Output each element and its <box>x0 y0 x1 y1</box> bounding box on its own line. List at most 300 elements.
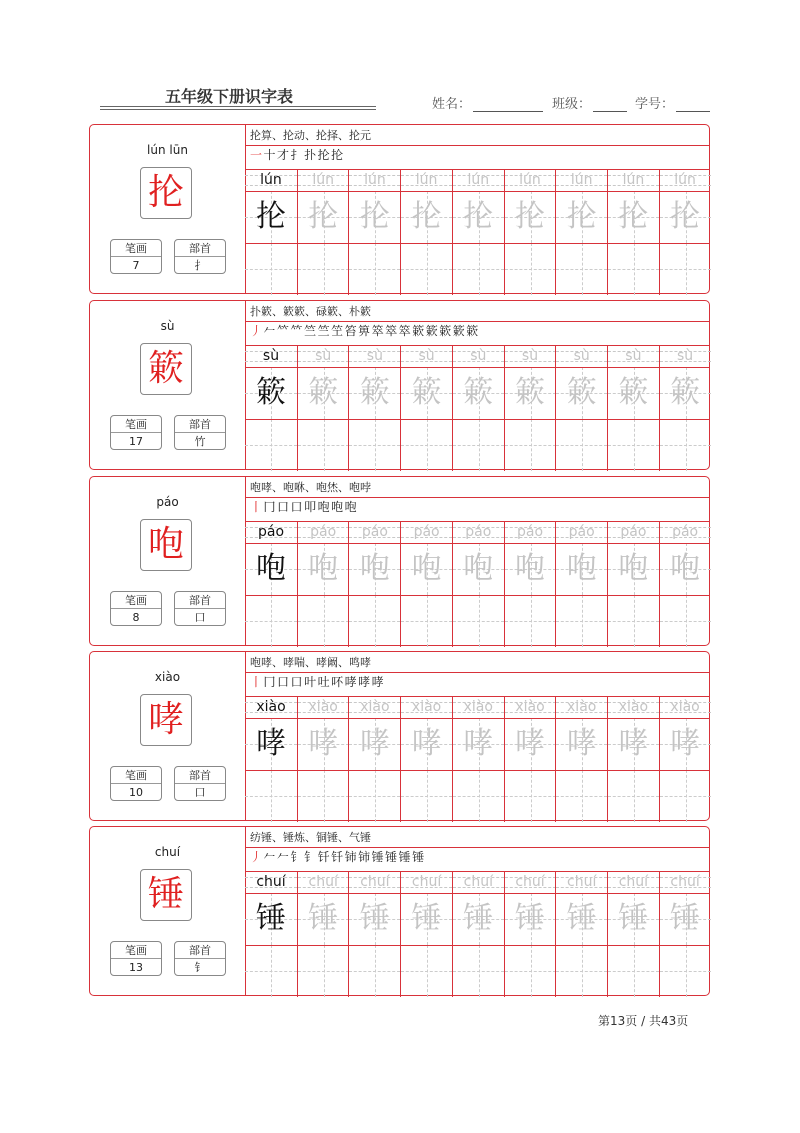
stroke-step: 扑 <box>304 148 317 162</box>
pinyin-text: lún <box>467 172 490 188</box>
stroke-order <box>250 322 480 339</box>
practice-char: 咆 <box>463 551 494 586</box>
stroke-step: 箤 <box>398 324 412 338</box>
main-char: 锤 <box>140 869 192 921</box>
practice-char: 簌 <box>308 375 339 410</box>
char-practice-cell <box>452 893 504 945</box>
pinyin-practice-cell <box>607 170 659 191</box>
char-card <box>89 300 710 470</box>
stroke-count-label: 笔画 <box>111 416 161 433</box>
stroke-step: 咆 <box>331 500 344 514</box>
stroke-step: 扌 <box>290 148 304 162</box>
main-char: 簌 <box>140 343 192 395</box>
char-practice-cell <box>607 718 659 770</box>
main-char: 哮 <box>140 694 192 746</box>
stroke-step: 冂 <box>263 675 277 689</box>
blank-practice-cell[interactable] <box>607 945 659 997</box>
practice-char: 哮 <box>463 726 494 761</box>
stroke-step: 叶 <box>304 675 317 689</box>
char-practice-cell <box>555 543 607 595</box>
char-info-panel <box>90 827 246 995</box>
pinyin-practice-cell <box>555 872 607 893</box>
char-practice-cell <box>245 367 297 419</box>
stroke-step: 𠂉 <box>263 850 277 864</box>
pinyin-text: chuí <box>567 874 597 890</box>
pinyin-practice-cell <box>504 522 556 543</box>
pinyin-practice-cell <box>297 697 349 718</box>
radical-box <box>174 415 226 450</box>
char-practice-cell <box>659 543 711 595</box>
pinyin-practice-cell <box>504 170 556 191</box>
stroke-step: 铈 <box>344 850 358 864</box>
stroke-step: 吐 <box>317 675 331 689</box>
stroke-count-box <box>110 591 162 626</box>
stroke-count-box <box>110 766 162 801</box>
blank-practice-cell[interactable] <box>607 419 659 471</box>
char-practice-cell <box>297 543 349 595</box>
blank-practice-cell[interactable] <box>659 243 711 295</box>
blank-practice-cell[interactable] <box>452 243 504 295</box>
pinyin-text: sù <box>470 348 487 364</box>
stroke-step: 钎 <box>317 850 331 864</box>
pinyin-practice-cell <box>348 346 400 367</box>
blank-practice-cell[interactable] <box>348 595 400 647</box>
pinyin-text: chuí <box>256 874 286 890</box>
row-divider <box>245 945 709 946</box>
stroke-step: 咆 <box>344 500 358 514</box>
pinyin-text: páo <box>568 524 595 540</box>
stroke-order <box>250 498 358 515</box>
char-practice-cell <box>504 718 556 770</box>
blank-practice-cell[interactable] <box>504 243 556 295</box>
radical-label: 部首 <box>175 240 225 257</box>
practice-char: 锤 <box>566 901 597 936</box>
blank-practice-cell[interactable] <box>400 945 452 997</box>
stroke-step: 哮 <box>358 675 371 689</box>
stroke-step: 哮 <box>344 675 358 689</box>
practice-char: 哮 <box>308 726 339 761</box>
row-divider <box>245 595 709 596</box>
pinyin-text: lún <box>674 172 696 188</box>
pinyin-practice-cell <box>452 697 504 718</box>
char-practice-cell <box>297 191 349 243</box>
class-field[interactable] <box>552 93 627 112</box>
stroke-count-label: 笔画 <box>111 240 161 257</box>
example-words: 扑簌、簌簌、碌簌、朴簌 <box>250 305 371 318</box>
practice-char: 簌 <box>256 375 286 410</box>
blank-practice-cell[interactable] <box>245 945 297 997</box>
pinyin-practice-cell <box>659 522 711 543</box>
char-practice-cell <box>348 367 400 419</box>
char-pinyin: xiào <box>154 670 181 684</box>
pinyin-practice-cell <box>555 522 607 543</box>
practice-char: 哮 <box>618 726 649 761</box>
stroke-step: 十 <box>263 148 277 162</box>
blank-practice-cell[interactable] <box>452 770 504 822</box>
char-practice-cell <box>245 718 297 770</box>
pinyin-practice-cell <box>607 697 659 718</box>
pinyin-practice-cell <box>348 872 400 893</box>
practice-char: 抡 <box>359 199 390 234</box>
pinyin-text: lún <box>622 172 645 188</box>
radical-label: 部首 <box>175 416 225 433</box>
char-practice-cell <box>400 191 452 243</box>
radical-value: 竹 <box>194 435 206 448</box>
main-char: 咆 <box>140 519 192 571</box>
char-practice-cell <box>297 367 349 419</box>
stroke-step: 抡 <box>331 148 344 162</box>
radical-label: 部首 <box>175 942 225 959</box>
stroke-count-value: 17 <box>129 435 143 448</box>
stroke-step: 笁 <box>331 324 344 338</box>
practice-char: 抡 <box>618 199 649 234</box>
stroke-step: 竺 <box>304 324 317 338</box>
stroke-step: 簌 <box>425 324 439 338</box>
stroke-step: 箅 <box>358 324 371 338</box>
blank-practice-cell[interactable] <box>555 243 607 295</box>
name-field[interactable] <box>432 93 543 112</box>
pinyin-text: chuí <box>360 874 390 890</box>
pinyin-practice-cell <box>400 346 452 367</box>
blank-practice-cell[interactable] <box>504 945 556 997</box>
pinyin-text: sù <box>573 348 590 364</box>
blank-practice-cell[interactable] <box>297 243 349 295</box>
practice-char: 抡 <box>308 199 339 234</box>
stroke-step: 锤 <box>371 850 385 864</box>
blank-practice-cell[interactable] <box>659 945 711 997</box>
char-card <box>89 124 710 294</box>
stroke-step: 锤 <box>398 850 412 864</box>
practice-char: 抡 <box>515 199 545 234</box>
stroke-step: 钅 <box>290 850 304 864</box>
char-practice-cell <box>504 543 556 595</box>
pinyin-text: xiào <box>670 699 700 715</box>
blank-practice-cell[interactable] <box>297 945 349 997</box>
pinyin-practice-cell <box>607 346 659 367</box>
radical-box <box>174 941 226 976</box>
stroke-step: 口 <box>290 500 304 514</box>
stroke-order <box>250 146 345 163</box>
blank-practice-cell[interactable] <box>400 243 452 295</box>
main-char: 抡 <box>140 167 192 219</box>
pinyin-text: chuí <box>308 874 338 890</box>
practice-char: 锤 <box>308 901 339 936</box>
pinyin-practice-cell <box>607 522 659 543</box>
pinyin-text: sù <box>366 348 383 364</box>
practice-char: 咆 <box>256 551 286 586</box>
pinyin-text: sù <box>315 348 332 364</box>
char-practice-cell <box>348 543 400 595</box>
char-practice-cell <box>555 191 607 243</box>
pinyin-practice-cell <box>555 346 607 367</box>
char-practice-cell <box>659 191 711 243</box>
pinyin-practice-cell <box>555 697 607 718</box>
pinyin-text: sù <box>677 348 694 364</box>
char-practice-cell <box>607 191 659 243</box>
radical-box <box>174 591 226 626</box>
practice-char: 簌 <box>618 375 649 410</box>
char-practice-cell <box>348 191 400 243</box>
blank-practice-cell[interactable] <box>400 595 452 647</box>
radical-value: 钅 <box>194 961 206 974</box>
row-divider <box>245 718 709 719</box>
blank-practice-cell[interactable] <box>297 419 349 471</box>
pinyin-text: xiào <box>618 699 649 715</box>
char-practice-cell <box>607 893 659 945</box>
practice-char: 咆 <box>411 551 442 586</box>
stroke-step: 冂 <box>263 500 277 514</box>
stroke-step: 丿 <box>250 324 263 338</box>
practice-char: 咆 <box>308 551 339 586</box>
example-words: 纺锤、锤炼、铜锤、气锤 <box>250 831 371 844</box>
stroke-step: 咆 <box>317 500 331 514</box>
pinyin-text: chuí <box>618 874 649 890</box>
char-card <box>89 826 710 996</box>
char-practice-cell <box>607 367 659 419</box>
pinyin-text: xiào <box>308 699 338 715</box>
blank-practice-cell[interactable] <box>245 419 297 471</box>
blank-practice-cell[interactable] <box>504 419 556 471</box>
blank-practice-cell[interactable] <box>659 770 711 822</box>
pinyin-text: chuí <box>670 874 700 890</box>
blank-practice-cell[interactable] <box>555 945 607 997</box>
stroke-step: 一 <box>250 148 263 162</box>
pinyin-practice-cell <box>659 346 711 367</box>
page-number: 第13页 / 共43页 <box>598 1014 689 1028</box>
blank-practice-cell[interactable] <box>297 595 349 647</box>
practice-char: 抡 <box>256 199 286 234</box>
practice-char: 抡 <box>463 199 494 234</box>
stroke-step: 𥫗 <box>277 324 290 338</box>
pinyin-text: chuí <box>411 874 442 890</box>
blank-practice-cell[interactable] <box>452 419 504 471</box>
char-practice-cell <box>297 893 349 945</box>
char-card <box>89 476 710 646</box>
char-pinyin: sù <box>160 319 175 333</box>
pinyin-text: xiào <box>360 699 390 715</box>
char-practice-cell <box>400 543 452 595</box>
blank-practice-cell[interactable] <box>607 243 659 295</box>
char-practice-cell <box>555 367 607 419</box>
row-divider <box>245 543 709 544</box>
radical-value: 扌 <box>194 259 206 272</box>
blank-practice-cell[interactable] <box>504 595 556 647</box>
char-practice-cell <box>659 367 711 419</box>
row-divider <box>245 367 709 368</box>
pinyin-text: páo <box>672 524 699 540</box>
blank-practice-cell[interactable] <box>245 243 297 295</box>
pinyin-practice-cell <box>348 697 400 718</box>
pinyin-text: páo <box>465 524 492 540</box>
practice-char: 哮 <box>256 726 286 761</box>
stroke-step: 铈 <box>358 850 371 864</box>
blank-practice-cell[interactable] <box>400 770 452 822</box>
practice-char: 锤 <box>411 901 442 936</box>
pinyin-text: xiào <box>411 699 442 715</box>
id-field[interactable] <box>635 93 710 112</box>
pinyin-text: lún <box>312 172 334 188</box>
stroke-step: 簌 <box>466 324 479 338</box>
blank-practice-cell[interactable] <box>659 419 711 471</box>
radical-label: 部首 <box>175 767 225 784</box>
pinyin-text: xiào <box>567 699 597 715</box>
char-info-panel <box>90 652 246 820</box>
blank-practice-cell[interactable] <box>348 243 400 295</box>
char-pinyin: páo <box>156 495 179 509</box>
char-practice-cell <box>659 718 711 770</box>
name-label: 姓名： <box>432 97 472 112</box>
practice-char: 哮 <box>515 726 545 761</box>
pinyin-practice-cell <box>245 522 297 543</box>
pinyin-text: páo <box>257 524 285 540</box>
blank-practice-cell[interactable] <box>452 945 504 997</box>
practice-char: 簌 <box>359 375 390 410</box>
pinyin-text: páo <box>361 524 388 540</box>
stroke-count-box <box>110 415 162 450</box>
blank-practice-cell[interactable] <box>245 770 297 822</box>
blank-practice-cell[interactable] <box>297 770 349 822</box>
stroke-step: 簌 <box>439 324 452 338</box>
stroke-step: 哮 <box>371 675 385 689</box>
practice-char: 哮 <box>670 726 701 761</box>
stroke-step: 叩 <box>304 500 317 514</box>
stroke-step: 𥫗 <box>290 324 304 338</box>
char-info-panel <box>90 125 246 293</box>
blank-practice-cell[interactable] <box>607 595 659 647</box>
pinyin-practice-cell <box>297 522 349 543</box>
char-practice-cell <box>659 893 711 945</box>
blank-practice-cell[interactable] <box>348 770 400 822</box>
stroke-step: 口 <box>290 675 304 689</box>
char-practice-cell <box>400 367 452 419</box>
practice-char: 咆 <box>515 551 545 586</box>
char-practice-cell <box>400 718 452 770</box>
stroke-count-box <box>110 239 162 274</box>
blank-practice-cell[interactable] <box>555 770 607 822</box>
pinyin-text: sù <box>625 348 642 364</box>
radical-value: 口 <box>194 786 206 799</box>
blank-practice-cell[interactable] <box>607 770 659 822</box>
practice-char: 锤 <box>515 901 545 936</box>
stroke-count-box <box>110 941 162 976</box>
blank-practice-cell[interactable] <box>504 770 556 822</box>
char-pinyin: chuí <box>154 845 181 859</box>
practice-char: 咆 <box>670 551 701 586</box>
practice-char: 抡 <box>411 199 442 234</box>
practice-char: 簌 <box>463 375 494 410</box>
id-label: 学号： <box>635 97 675 112</box>
char-pinyin: lún lūn <box>147 143 188 157</box>
char-practice-cell <box>452 367 504 419</box>
practice-char: 锤 <box>618 901 649 936</box>
row-divider <box>245 419 709 420</box>
pinyin-practice-cell <box>400 170 452 191</box>
practice-char: 锤 <box>463 901 494 936</box>
stroke-count-label: 笔画 <box>111 592 161 609</box>
pinyin-practice-cell <box>348 170 400 191</box>
pinyin-practice-cell <box>400 697 452 718</box>
stroke-count-label: 笔画 <box>111 942 161 959</box>
char-practice-cell <box>452 543 504 595</box>
blank-practice-cell[interactable] <box>659 595 711 647</box>
stroke-step: 抡 <box>317 148 331 162</box>
char-practice-cell <box>245 543 297 595</box>
pinyin-text: lún <box>570 172 593 188</box>
example-words: 咆哮、咆咻、咆烋、咆哱 <box>250 481 371 494</box>
pinyin-practice-cell <box>245 697 297 718</box>
blank-practice-cell[interactable] <box>555 595 607 647</box>
stroke-step: 锤 <box>412 850 425 864</box>
blank-practice-cell[interactable] <box>555 419 607 471</box>
char-practice-cell <box>504 191 556 243</box>
char-practice-cell <box>504 893 556 945</box>
pinyin-practice-cell <box>607 872 659 893</box>
practice-char: 哮 <box>566 726 597 761</box>
pinyin-text: páo <box>516 524 544 540</box>
stroke-count-label: 笔画 <box>111 767 161 784</box>
blank-practice-cell[interactable] <box>245 595 297 647</box>
pinyin-practice-cell <box>245 170 297 191</box>
stroke-step: 钅 <box>304 850 317 864</box>
stroke-step: 竺 <box>317 324 331 338</box>
pinyin-practice-cell <box>297 346 349 367</box>
radical-value: 口 <box>194 611 206 624</box>
pinyin-practice-cell <box>452 170 504 191</box>
page-title: 五年级下册识字表 <box>165 87 294 106</box>
pinyin-practice-cell <box>504 872 556 893</box>
blank-practice-cell[interactable] <box>348 419 400 471</box>
practice-char: 簌 <box>515 375 545 410</box>
practice-char: 哮 <box>411 726 442 761</box>
stroke-step: 簌 <box>412 324 425 338</box>
pinyin-text: xiào <box>463 699 493 715</box>
stroke-step: 簌 <box>452 324 466 338</box>
char-practice-cell <box>348 718 400 770</box>
stroke-step: 钎 <box>331 850 344 864</box>
char-practice-cell <box>607 543 659 595</box>
class-label: 班级： <box>552 97 592 112</box>
stroke-order <box>250 848 426 865</box>
radical-label: 部首 <box>175 592 225 609</box>
pinyin-text: lún <box>519 172 541 188</box>
pinyin-text: lún <box>415 172 438 188</box>
char-practice-cell <box>245 893 297 945</box>
pinyin-practice-cell <box>297 872 349 893</box>
stroke-step: 口 <box>277 500 290 514</box>
row-divider <box>245 893 709 894</box>
practice-char: 哮 <box>359 726 390 761</box>
pinyin-practice-cell <box>659 872 711 893</box>
practice-char: 锤 <box>256 901 286 936</box>
blank-practice-cell[interactable] <box>452 595 504 647</box>
blank-practice-cell[interactable] <box>348 945 400 997</box>
char-practice-cell <box>297 718 349 770</box>
stroke-step: 笞 <box>344 324 358 338</box>
practice-char: 咆 <box>618 551 649 586</box>
pinyin-text: sù <box>418 348 435 364</box>
stroke-count-value: 8 <box>132 611 140 624</box>
pinyin-practice-cell <box>245 346 297 367</box>
stroke-count-value: 13 <box>129 961 143 974</box>
char-practice-cell <box>348 893 400 945</box>
blank-practice-cell[interactable] <box>400 419 452 471</box>
stroke-step: 丨 <box>250 675 263 689</box>
pinyin-practice-cell <box>452 346 504 367</box>
pinyin-practice-cell <box>555 170 607 191</box>
stroke-order <box>250 673 385 690</box>
char-practice-cell <box>400 893 452 945</box>
pinyin-text: xiào <box>256 699 286 715</box>
